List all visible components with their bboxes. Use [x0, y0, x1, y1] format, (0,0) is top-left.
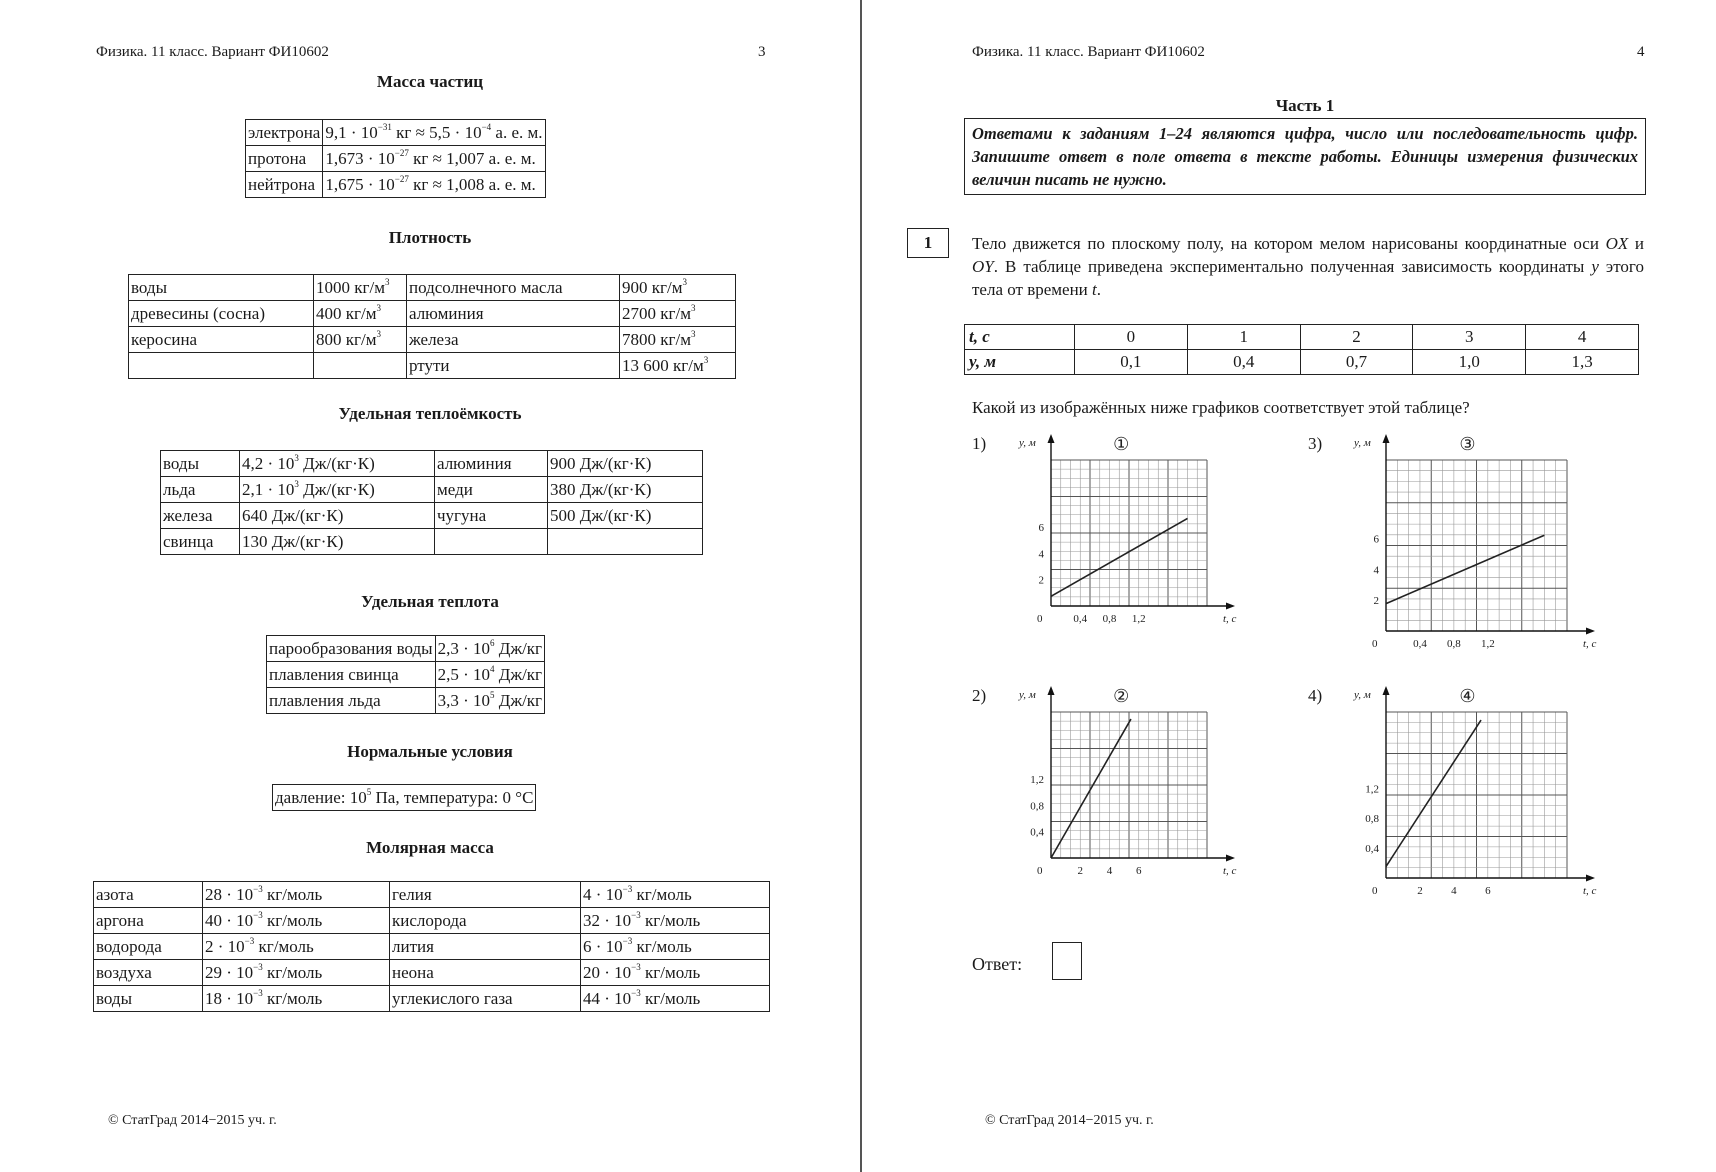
table-cell: 2700 $кг/м^3$: [620, 301, 736, 327]
table-cell: углекислого газа: [390, 986, 581, 1012]
table-cell: протона: [246, 146, 323, 172]
table-row: [129, 301, 736, 327]
table-row: [161, 503, 703, 529]
table-cell: $6 \cdot 10^{-3}$ кг/моль: [581, 934, 770, 960]
table-row: [129, 353, 736, 379]
y-tick-label: 0,8: [1030, 800, 1044, 813]
graph-marker: ④: [1459, 686, 1476, 706]
y-axis-arrow: [1048, 686, 1055, 695]
table-cell: $32 \cdot 10^{-3}$ кг/моль: [581, 908, 770, 934]
x-tick-label: 4: [1451, 885, 1457, 897]
table-cell: $1,675 \cdot 10^{-27}$ кг ≈ 1,008 а. е. м.: [323, 172, 545, 198]
density-table: [128, 274, 736, 379]
x-tick-label: 2: [1417, 885, 1423, 897]
table-cell: $4 \cdot 10^{-3}$ кг/моль: [581, 882, 770, 908]
table-cell: свинца: [161, 529, 240, 555]
table-row: [965, 350, 1639, 375]
option-2-label: 2): [972, 686, 987, 705]
y-tick-label: 6: [1373, 533, 1379, 546]
table-row: [94, 960, 770, 986]
option-1-label: 1): [972, 434, 987, 453]
table-cell: аргона: [94, 908, 203, 934]
option-3-label: 3): [1308, 434, 1323, 453]
table-cell: $28 \cdot 10^{-3}$ кг/моль: [203, 882, 390, 908]
table-cell: 380 Дж/(кг·К): [548, 477, 703, 503]
graph-grid: [1386, 460, 1567, 631]
table-cell: 1000 $кг/м^3$: [314, 275, 407, 301]
table-cell: $2,5 \cdot 10^4$ Дж/кг: [435, 662, 544, 688]
table-cell: 900 $кг/м^3$: [620, 275, 736, 301]
answer-label: Ответ:: [972, 954, 1023, 974]
table-cell: электрона: [246, 120, 323, 146]
table-cell: алюминия: [435, 451, 548, 477]
task-number: 1: [907, 228, 949, 258]
table-row: [161, 529, 703, 555]
table-cell: 13 600 $кг/м^3$: [620, 353, 736, 379]
table-cell: воды: [129, 275, 314, 301]
table-cell: 2: [1300, 325, 1413, 350]
page-footer: © СтатГрад 2014−2015 уч. г.: [985, 1113, 1154, 1128]
y-tick-label: 4: [1373, 564, 1379, 577]
table-cell: водорода: [94, 934, 203, 960]
table-cell: 0,1: [1075, 350, 1188, 375]
table-cell: $9,1 \cdot 10^{-31}$ кг ≈ $5,5 \cdot 10^{-4}$ а. е. м.: [323, 120, 545, 146]
y-axis-arrow: [1383, 434, 1390, 443]
table-cell: $40 \cdot 10^{-3}$ кг/моль: [203, 908, 390, 934]
x-tick-label: 4: [1106, 865, 1113, 877]
y-axis-label: y, м: [1354, 437, 1371, 449]
table-cell: ртути: [407, 353, 620, 379]
x-tick-label: 0,8: [1447, 638, 1461, 650]
table-cell: подсолнечного масла: [407, 275, 620, 301]
graph-grid: [1386, 712, 1567, 878]
graph-1: [1005, 430, 1245, 650]
table-row: [94, 882, 770, 908]
page-number: 3: [758, 44, 766, 60]
mass-particles-table: [245, 119, 546, 198]
x-tick-label: 1,2: [1131, 613, 1146, 625]
y-tick-label: 6: [1038, 522, 1044, 535]
table-row: [246, 120, 546, 146]
y-tick-label: 0,4: [1030, 826, 1044, 839]
table-cell: [435, 529, 548, 555]
x-tick-label: 2: [1077, 865, 1083, 877]
table-cell: $4,2 \cdot 10^3$ Дж/(кг·К): [240, 451, 435, 477]
table-cell: [548, 529, 703, 555]
graph-axes: [1383, 686, 1596, 882]
table-row: [161, 451, 703, 477]
normal-conditions-title: Нормальные условия: [347, 742, 513, 761]
x-axis-label: t, c: [1583, 885, 1597, 897]
x-axis-arrow: [1226, 603, 1235, 610]
specific-heat-title: Удельная теплота: [361, 592, 499, 611]
table-cell: 1,0: [1413, 350, 1526, 375]
graph-marker: ③: [1459, 434, 1476, 454]
table-cell: $3,3 \cdot 10^5$ Дж/кг: [435, 688, 544, 714]
x-tick-label: 1,2: [1480, 638, 1495, 650]
table-cell: давление: $10^5$ Па, температура: 0 °С: [273, 785, 536, 811]
table-row: [246, 172, 546, 198]
y-axis-label: y, м: [1019, 437, 1036, 449]
graph-3: [1340, 430, 1605, 675]
graph-grid: [1051, 460, 1207, 606]
y-axis-label: y, м: [1019, 689, 1036, 701]
table-cell: $29 \cdot 10^{-3}$ кг/моль: [203, 960, 390, 986]
table-cell: гелия: [390, 882, 581, 908]
page-header: Физика. 11 класс. Вариант ФИ10602: [96, 44, 329, 60]
y-tick-label: 2: [1373, 595, 1379, 608]
specific-heat-table: [266, 635, 545, 714]
table-row: [129, 327, 736, 353]
y-tick-label: 2: [1038, 574, 1044, 587]
table-cell: 400 $кг/м^3$: [314, 301, 407, 327]
table-cell: 7800 $кг/м^3$: [620, 327, 736, 353]
experiment-table: [964, 324, 1639, 375]
x-axis-label: t, c: [1583, 638, 1597, 650]
normal-conditions-box: [272, 784, 536, 811]
table-cell: t, c: [965, 325, 1075, 350]
y-tick-label: 0,8: [1365, 813, 1379, 826]
molar-mass-title: Молярная масса: [366, 838, 494, 857]
x-tick-label: 0,4: [1073, 613, 1088, 625]
table-cell: $2,1 \cdot 10^3$ Дж/(кг·К): [240, 477, 435, 503]
density-title: Плотность: [388, 228, 472, 247]
table-cell: 800 $кг/м^3$: [314, 327, 407, 353]
y-axis-arrow: [1383, 686, 1390, 695]
x-tick-label: 6: [1136, 865, 1142, 877]
y-tick-label: 1,2: [1365, 783, 1379, 796]
table-cell: y, м: [965, 350, 1075, 375]
x-axis-arrow: [1586, 628, 1595, 635]
table-cell: $1,673 \cdot 10^{-27}$ кг ≈ 1,007 а. е. м.: [323, 146, 545, 172]
molar-mass-table: [93, 881, 770, 1012]
table-row: [267, 636, 545, 662]
table-cell: 4: [1526, 325, 1639, 350]
table-cell: лития: [390, 934, 581, 960]
table-cell: 1: [1187, 325, 1300, 350]
table-cell: железа: [161, 503, 240, 529]
table-row: [267, 662, 545, 688]
x-axis-arrow: [1226, 855, 1235, 862]
x-axis-label: t, c: [1223, 865, 1237, 877]
table-cell: $18 \cdot 10^{-3}$ кг/моль: [203, 986, 390, 1012]
x-tick-label: 6: [1485, 885, 1491, 897]
page-footer: © СтатГрад 2014−2015 уч. г.: [108, 1113, 277, 1128]
graph-2: [1005, 682, 1245, 902]
table-cell: плавления льда: [267, 688, 436, 714]
x-axis-arrow: [1586, 875, 1595, 882]
table-row: [94, 986, 770, 1012]
y-tick-label: 0,4: [1365, 843, 1379, 856]
table-row: [161, 477, 703, 503]
table-cell: железа: [407, 327, 620, 353]
table-cell: чугуна: [435, 503, 548, 529]
origin-label: 0: [1372, 885, 1378, 897]
page-header: Физика. 11 класс. Вариант ФИ10602: [972, 44, 1205, 60]
table-cell: азота: [94, 882, 203, 908]
table-cell: древесины (сосна): [129, 301, 314, 327]
graph-line: [1386, 720, 1481, 867]
table-cell: неона: [390, 960, 581, 986]
page-number: 4: [1637, 44, 1645, 60]
table-cell: $20 \cdot 10^{-3}$ кг/моль: [581, 960, 770, 986]
x-tick-label: 0,8: [1102, 613, 1117, 625]
y-axis-arrow: [1048, 434, 1055, 443]
table-cell: льда: [161, 477, 240, 503]
part-title: Часть 1: [1275, 96, 1335, 115]
table-cell: алюминия: [407, 301, 620, 327]
graph-axes: [1383, 434, 1596, 635]
task-question: Какой из изображённых ниже графиков соответствует этой таблице?: [972, 398, 1470, 417]
table-cell: кислорода: [390, 908, 581, 934]
y-axis-label: y, м: [1354, 689, 1371, 701]
mass-particles-title: Масса частиц: [376, 72, 484, 91]
table-row: [267, 688, 545, 714]
table-cell: нейтрона: [246, 172, 323, 198]
graph-marker: ①: [1113, 434, 1130, 454]
table-cell: меди: [435, 477, 548, 503]
graph-marker: ②: [1113, 686, 1130, 706]
instructions-box: Ответами к заданиям 1–24 являются цифра, число или последовательность цифр. Запишите ответ в поле ответа в тексте работы. Единицы измерения физических величин писать не нужно.: [964, 118, 1646, 195]
y-tick-label: 4: [1038, 548, 1044, 561]
page-divider: [860, 0, 862, 1172]
task-text: Тело движется по плоскому полу, на котором мелом нарисованы координатные оси OX и OY. В таблице приведена экспериментально полученная зависимость координаты y этого тела от времени t.: [972, 234, 1644, 299]
table-cell: 0,7: [1300, 350, 1413, 375]
table-row: [246, 146, 546, 172]
table-cell: [314, 353, 407, 379]
table-cell: 0,4: [1187, 350, 1300, 375]
table-cell: 1,3: [1526, 350, 1639, 375]
table-row: [129, 275, 736, 301]
origin-label: 0: [1037, 865, 1043, 877]
origin-label: 0: [1037, 613, 1043, 625]
table-cell: $2,3 \cdot 10^6$ Дж/кг: [435, 636, 544, 662]
answer-input-box[interactable]: [1052, 942, 1082, 980]
table-cell: керосина: [129, 327, 314, 353]
table-cell: воды: [94, 986, 203, 1012]
table-cell: парообразования воды: [267, 636, 436, 662]
table-row: [94, 908, 770, 934]
table-cell: 640 Дж/(кг·К): [240, 503, 435, 529]
table-cell: $2 \cdot 10^{-3}$ кг/моль: [203, 934, 390, 960]
table-cell: 900 Дж/(кг·К): [548, 451, 703, 477]
table-cell: 3: [1413, 325, 1526, 350]
graph-grid: [1051, 712, 1207, 858]
y-tick-label: 1,2: [1030, 774, 1044, 787]
table-cell: воздуха: [94, 960, 203, 986]
table-cell: плавления свинца: [267, 662, 436, 688]
table-row: [965, 325, 1639, 350]
table-cell: 500 Дж/(кг·К): [548, 503, 703, 529]
graph-4: [1340, 682, 1605, 922]
x-tick-label: 0,4: [1413, 638, 1427, 650]
table-cell: [129, 353, 314, 379]
x-axis-label: t, c: [1223, 613, 1237, 625]
heat-capacity-table: [160, 450, 703, 555]
option-4-label: 4): [1308, 686, 1323, 705]
table-row: [94, 934, 770, 960]
table-row: [273, 785, 536, 811]
table-cell: воды: [161, 451, 240, 477]
table-cell: 130 Дж/(кг·К): [240, 529, 435, 555]
origin-label: 0: [1372, 638, 1378, 650]
table-cell: $44 \cdot 10^{-3}$ кг/моль: [581, 986, 770, 1012]
table-cell: 0: [1075, 325, 1188, 350]
heat-capacity-title: Удельная теплоёмкость: [338, 404, 522, 423]
